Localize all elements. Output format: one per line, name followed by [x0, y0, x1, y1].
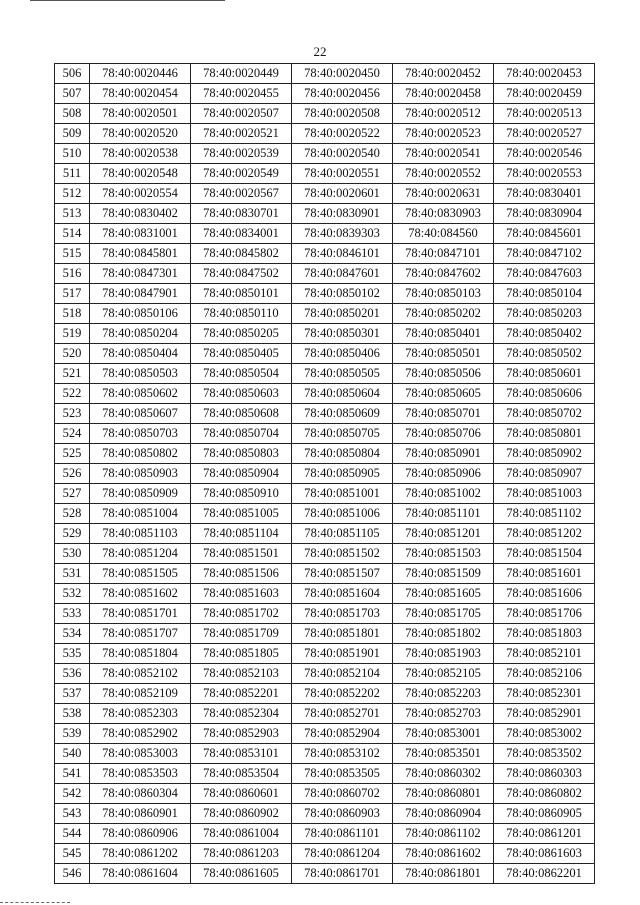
cadastral-number-cell: 78:40:0851202	[494, 524, 595, 544]
cadastral-number-cell: 78:40:0850501	[393, 344, 494, 364]
row-number-cell: 543	[55, 804, 90, 824]
row-number-cell: 514	[55, 224, 90, 244]
cadastral-number-cell: 78:40:0850909	[90, 484, 191, 504]
table-row	[55, 864, 595, 884]
cadastral-number-cell: 78:40:0839303	[292, 224, 393, 244]
cadastral-number-cell: 78:40:0852203	[393, 684, 494, 704]
row-number-cell: 513	[55, 204, 90, 224]
cadastral-number-cell: 78:40:0860802	[494, 784, 595, 804]
cadastral-number-cell: 78:40:0020459	[494, 84, 595, 104]
row-number-cell: 535	[55, 644, 90, 664]
row-number-cell: 527	[55, 484, 90, 504]
cadastral-number-cell: 78:40:0850504	[191, 364, 292, 384]
cadastral-number-cell: 78:40:0830901	[292, 204, 393, 224]
cadastral-number-cell: 78:40:0853501	[393, 744, 494, 764]
table-row	[55, 684, 595, 704]
table-row	[55, 264, 595, 284]
cadastral-number-cell: 78:40:0851101	[393, 504, 494, 524]
table-row	[55, 424, 595, 444]
cadastral-number-cell: 78:40:0861204	[292, 844, 393, 864]
cadastral-number-cell: 78:40:0851802	[393, 624, 494, 644]
cadastral-number-cell: 78:40:0861603	[494, 844, 595, 864]
table-row	[55, 304, 595, 324]
cadastral-number-cell: 78:40:0851803	[494, 624, 595, 644]
cadastral-number-cell: 78:40:0847602	[393, 264, 494, 284]
cadastral-number-cell: 78:40:0850802	[90, 444, 191, 464]
table-body	[55, 64, 595, 884]
cadastral-number-cell: 78:40:0861701	[292, 864, 393, 884]
cadastral-number-cell: 78:40:0851503	[393, 544, 494, 564]
table-row	[55, 224, 595, 244]
cadastral-number-cell: 78:40:0851602	[90, 584, 191, 604]
cadastral-number-cell: 78:40:0830701	[191, 204, 292, 224]
table-row	[55, 824, 595, 844]
cadastral-number-cell: 78:40:0853503	[90, 764, 191, 784]
cadastral-number-cell: 78:40:0845802	[191, 244, 292, 264]
page-number: 22	[313, 44, 327, 59]
cadastral-number-cell: 78:40:0020549	[191, 164, 292, 184]
cadastral-number-cell: 78:40:0850801	[494, 424, 595, 444]
cadastral-number-cell: 78:40:0020449	[191, 64, 292, 84]
row-number-cell: 530	[55, 544, 90, 564]
cadastral-number-cell: 78:40:0850907	[494, 464, 595, 484]
cadastral-number-cell: 78:40:0851003	[494, 484, 595, 504]
cadastral-number-cell: 78:40:0850701	[393, 404, 494, 424]
cadastral-number-cell: 78:40:0850205	[191, 324, 292, 344]
cadastral-number-cell: 78:40:0850506	[393, 364, 494, 384]
cadastral-number-cell: 78:40:0852202	[292, 684, 393, 704]
cadastral-number-cell: 78:40:0850705	[292, 424, 393, 444]
cadastral-number-cell: 78:40:0850401	[393, 324, 494, 344]
cadastral-number-cell: 78:40:0020521	[191, 124, 292, 144]
cadastral-number-cell: 78:40:0851504	[494, 544, 595, 564]
row-number-cell: 522	[55, 384, 90, 404]
cadastral-number-cell: 78:40:0852104	[292, 664, 393, 684]
cadastral-number-cell: 78:40:0851102	[494, 504, 595, 524]
cadastral-number-cell: 78:40:0847101	[393, 244, 494, 264]
cadastral-number-cell: 78:40:0861203	[191, 844, 292, 864]
row-number-cell: 541	[55, 764, 90, 784]
row-number-cell: 523	[55, 404, 90, 424]
cadastral-number-cell: 78:40:0020522	[292, 124, 393, 144]
cadastral-number-cell: 78:40:0850110	[191, 304, 292, 324]
table-row	[55, 624, 595, 644]
cadastral-number-cell: 78:40:0851606	[494, 584, 595, 604]
cadastral-number-cell: 78:40:0852201	[191, 684, 292, 704]
cadastral-number-cell: 78:40:0020454	[90, 84, 191, 104]
row-number-cell: 515	[55, 244, 90, 264]
cadastral-number-cell: 78:40:0852101	[494, 644, 595, 664]
cadastral-number-cell: 78:40:0850910	[191, 484, 292, 504]
table-row	[55, 724, 595, 744]
cadastral-number-cell: 78:40:0020455	[191, 84, 292, 104]
cadastral-number-cell: 78:40:0851002	[393, 484, 494, 504]
cadastral-number-cell: 78:40:0853002	[494, 724, 595, 744]
cadastral-number-cell: 78:40:0020554	[90, 184, 191, 204]
cadastral-number-cell: 78:40:0860906	[90, 824, 191, 844]
table-row	[55, 644, 595, 664]
cadastral-number-cell: 78:40:0851201	[393, 524, 494, 544]
cadastral-number-cell: 78:40:0020450	[292, 64, 393, 84]
top-rule	[30, 0, 225, 1]
cadastral-number-cell: 78:40:0853003	[90, 744, 191, 764]
row-number-cell: 524	[55, 424, 90, 444]
cadastral-number-cell: 78:40:0861605	[191, 864, 292, 884]
row-number-cell: 518	[55, 304, 90, 324]
cadastral-number-cell: 78:40:0020553	[494, 164, 595, 184]
cadastral-number-cell: 78:40:0851903	[393, 644, 494, 664]
cadastral-number-cell: 78:40:0850804	[292, 444, 393, 464]
cadastral-number-cell: 78:40:0851702	[191, 604, 292, 624]
cadastral-number-cell: 78:40:0851204	[90, 544, 191, 564]
table-row	[55, 744, 595, 764]
cadastral-number-cell: 78:40:0853101	[191, 744, 292, 764]
cadastral-number-cell: 78:40:0846101	[292, 244, 393, 264]
cadastral-number-cell: 78:40:0852304	[191, 704, 292, 724]
row-number-cell: 507	[55, 84, 90, 104]
cadastral-number-cell: 78:40:0850503	[90, 364, 191, 384]
cadastral-number-cell: 78:40:0020541	[393, 144, 494, 164]
cadastral-number-cell: 78:40:0850604	[292, 384, 393, 404]
row-number-cell: 506	[55, 64, 90, 84]
cadastral-number-cell: 78:40:0020458	[393, 84, 494, 104]
row-number-cell: 520	[55, 344, 90, 364]
cadastral-number-cell: 78:40:0860303	[494, 764, 595, 784]
cadastral-number-cell: 78:40:0850703	[90, 424, 191, 444]
cadastral-number-cell: 78:40:0850502	[494, 344, 595, 364]
cadastral-number-cell: 78:40:0850204	[90, 324, 191, 344]
table-row	[55, 164, 595, 184]
cadastral-number-cell: 78:40:0020552	[393, 164, 494, 184]
cadastral-number-cell: 78:40:0850904	[191, 464, 292, 484]
cadastral-number-cell: 78:40:0850103	[393, 284, 494, 304]
cadastral-number-cell: 78:40:0020523	[393, 124, 494, 144]
cadastral-number-cell: 78:40:0850201	[292, 304, 393, 324]
cadastral-number-cell: 78:40:0847901	[90, 284, 191, 304]
cadastral-number-cell: 78:40:0853102	[292, 744, 393, 764]
cadastral-number-cell: 78:40:0852703	[393, 704, 494, 724]
cadastral-number-cell: 78:40:0860901	[90, 804, 191, 824]
cadastral-number-cell: 78:40:0851709	[191, 624, 292, 644]
cadastral-number-cell: 78:40:0850905	[292, 464, 393, 484]
cadastral-number-cell: 78:40:0852103	[191, 664, 292, 684]
cadastral-number-cell: 78:40:0861604	[90, 864, 191, 884]
cadastral-number-cell: 78:40:0852303	[90, 704, 191, 724]
table-row	[55, 364, 595, 384]
table-row	[55, 444, 595, 464]
cadastral-number-cell: 78:40:0850106	[90, 304, 191, 324]
cadastral-number-cell: 78:40:0852901	[494, 704, 595, 724]
table-row	[55, 344, 595, 364]
cadastral-number-cell: 78:40:0850706	[393, 424, 494, 444]
cadastral-number-cell: 78:40:0852902	[90, 724, 191, 744]
row-number-cell: 533	[55, 604, 90, 624]
row-number-cell: 517	[55, 284, 90, 304]
cadastral-number-cell: 78:40:0850202	[393, 304, 494, 324]
cadastral-number-cell: 78:40:0851604	[292, 584, 393, 604]
cadastral-number-cell: 78:40:0851605	[393, 584, 494, 604]
cadastral-number-cell: 78:40:0851801	[292, 624, 393, 644]
cadastral-number-cell: 78:40:0851501	[191, 544, 292, 564]
cadastral-number-cell: 78:40:0861602	[393, 844, 494, 864]
cadastral-number-cell: 78:40:0852105	[393, 664, 494, 684]
table-row	[55, 404, 595, 424]
table-row	[55, 244, 595, 264]
cadastral-number-cell: 78:40:0851707	[90, 624, 191, 644]
table-row	[55, 184, 595, 204]
cadastral-number-cell: 78:40:0852701	[292, 704, 393, 724]
table-row	[55, 144, 595, 164]
cadastral-number-cell: 78:40:0851805	[191, 644, 292, 664]
cadastral-number-cell: 78:40:0850608	[191, 404, 292, 424]
cadastral-number-cell: 78:40:0850301	[292, 324, 393, 344]
row-number-cell: 512	[55, 184, 90, 204]
cadastral-number-cell: 78:40:0861801	[393, 864, 494, 884]
cadastral-number-cell: 78:40:0862201	[494, 864, 595, 884]
cadastral-number-cell: 78:40:0850602	[90, 384, 191, 404]
row-number-cell: 525	[55, 444, 90, 464]
cadastral-number-cell: 78:40:0851603	[191, 584, 292, 604]
table-row	[55, 544, 595, 564]
cadastral-number-cell: 78:40:0020567	[191, 184, 292, 204]
cadastral-number-cell: 78:40:0020601	[292, 184, 393, 204]
table-row	[55, 584, 595, 604]
cadastral-number-cell: 78:40:0851705	[393, 604, 494, 624]
bottom-rule	[0, 902, 70, 903]
cadastral-number-cell: 78:40:0020538	[90, 144, 191, 164]
cadastral-number-cell: 78:40:0852903	[191, 724, 292, 744]
table-row	[55, 664, 595, 684]
row-number-cell: 544	[55, 824, 90, 844]
table-row	[55, 784, 595, 804]
cadastral-number-cell: 78:40:0860801	[393, 784, 494, 804]
cadastral-number-cell: 78:40:0851509	[393, 564, 494, 584]
table-row	[55, 804, 595, 824]
cadastral-number-cell: 78:40:0847502	[191, 264, 292, 284]
cadastral-number-cell: 78:40:0847102	[494, 244, 595, 264]
cadastral-number-cell: 78:40:0830402	[90, 204, 191, 224]
cadastral-number-cell: 78:40:0852109	[90, 684, 191, 704]
table-row	[55, 204, 595, 224]
cadastral-number-cell: 78:40:0850702	[494, 404, 595, 424]
row-number-cell: 508	[55, 104, 90, 124]
cadastral-number-cell: 78:40:0850505	[292, 364, 393, 384]
cadastral-number-cell: 78:40:0861004	[191, 824, 292, 844]
row-number-cell: 531	[55, 564, 90, 584]
cadastral-number-cell: 78:40:0860902	[191, 804, 292, 824]
cadastral-number-cell: 78:40:0851005	[191, 504, 292, 524]
cadastral-number-cell: 78:40:0850603	[191, 384, 292, 404]
cadastral-number-cell: 78:40:0852301	[494, 684, 595, 704]
cadastral-number-cell: 78:40:0850101	[191, 284, 292, 304]
cadastral-number-cell: 78:40:0851706	[494, 604, 595, 624]
row-number-cell: 528	[55, 504, 90, 524]
table-row	[55, 604, 595, 624]
table-row	[55, 104, 595, 124]
cadastral-number-cell: 78:40:0852106	[494, 664, 595, 684]
table-row	[55, 484, 595, 504]
table-row	[55, 284, 595, 304]
cadastral-number-cell: 78:40:0020453	[494, 64, 595, 84]
cadastral-number-cell: 78:40:0850405	[191, 344, 292, 364]
cadastral-number-cell: 78:40:0851004	[90, 504, 191, 524]
cadastral-number-cell: 78:40:0850704	[191, 424, 292, 444]
cadastral-number-cell: 78:40:0020551	[292, 164, 393, 184]
cadastral-number-cell: 78:40:0861101	[292, 824, 393, 844]
cadastral-number-cell: 78:40:0845601	[494, 224, 595, 244]
table-row	[55, 64, 595, 84]
cadastral-number-cell: 78:40:0851505	[90, 564, 191, 584]
cadastral-number-cell: 78:40:0850903	[90, 464, 191, 484]
row-number-cell: 538	[55, 704, 90, 724]
table-row	[55, 84, 595, 104]
cadastral-number-cell: 78:40:0850901	[393, 444, 494, 464]
cadastral-number-cell: 78:40:0861102	[393, 824, 494, 844]
cadastral-number-cell: 78:40:0020501	[90, 104, 191, 124]
cadastral-number-cell: 78:40:0830904	[494, 204, 595, 224]
cadastral-number-cell: 78:40:0860904	[393, 804, 494, 824]
row-number-cell: 542	[55, 784, 90, 804]
cadastral-number-cell: 78:40:0853505	[292, 764, 393, 784]
cadastral-number-cell: 78:40:0850803	[191, 444, 292, 464]
cadastral-number-cell: 78:40:0851103	[90, 524, 191, 544]
cadastral-number-cell: 78:40:0861202	[90, 844, 191, 864]
cadastral-number-cell: 78:40:0850404	[90, 344, 191, 364]
row-number-cell: 546	[55, 864, 90, 884]
cadastral-number-cell: 78:40:0850609	[292, 404, 393, 424]
table-row	[55, 764, 595, 784]
cadastral-number-cell: 78:40:0851703	[292, 604, 393, 624]
cadastral-number-cell: 78:40:0850607	[90, 404, 191, 424]
cadastral-number-cell: 78:40:0851001	[292, 484, 393, 504]
cadastral-number-cell: 78:40:0850606	[494, 384, 595, 404]
cadastral-number-cell: 78:40:0851105	[292, 524, 393, 544]
cadastral-number-cell: 78:40:0020512	[393, 104, 494, 124]
cadastral-number-cell: 78:40:0850203	[494, 304, 595, 324]
row-number-cell: 521	[55, 364, 90, 384]
table-row	[55, 564, 595, 584]
row-number-cell: 532	[55, 584, 90, 604]
cadastral-number-cell: 78:40:0850906	[393, 464, 494, 484]
cadastral-number-cell: 78:40:0830401	[494, 184, 595, 204]
cadastral-number-cell: 78:40:0860702	[292, 784, 393, 804]
cadastral-number-cell: 78:40:0831001	[90, 224, 191, 244]
row-number-cell: 509	[55, 124, 90, 144]
table-row	[55, 524, 595, 544]
table-row	[55, 464, 595, 484]
row-number-cell: 536	[55, 664, 90, 684]
table-row	[55, 324, 595, 344]
cadastral-number-cell: 78:40:0020548	[90, 164, 191, 184]
cadastral-number-cell: 78:40:0020631	[393, 184, 494, 204]
row-number-cell: 519	[55, 324, 90, 344]
cadastral-number-cell: 78:40:0847301	[90, 264, 191, 284]
cadastral-number-cell: 78:40:0020452	[393, 64, 494, 84]
cadastral-number-cell: 78:40:0853502	[494, 744, 595, 764]
cadastral-number-cell: 78:40:0847603	[494, 264, 595, 284]
row-number-cell: 516	[55, 264, 90, 284]
cadastral-number-table	[54, 63, 595, 884]
cadastral-number-cell: 78:40:0845801	[90, 244, 191, 264]
cadastral-number-cell: 78:40:0020540	[292, 144, 393, 164]
row-number-cell: 545	[55, 844, 90, 864]
cadastral-number-cell: 78:40:0020507	[191, 104, 292, 124]
cadastral-number-cell: 78:40:0860903	[292, 804, 393, 824]
cadastral-number-cell: 78:40:0851502	[292, 544, 393, 564]
cadastral-number-cell: 78:40:0860302	[393, 764, 494, 784]
cadastral-number-cell: 78:40:0850102	[292, 284, 393, 304]
cadastral-number-cell: 78:40:084560	[393, 224, 494, 244]
row-number-cell: 540	[55, 744, 90, 764]
cadastral-number-cell: 78:40:0851804	[90, 644, 191, 664]
cadastral-number-cell: 78:40:0851006	[292, 504, 393, 524]
cadastral-number-cell: 78:40:0853001	[393, 724, 494, 744]
cadastral-number-cell: 78:40:0020456	[292, 84, 393, 104]
cadastral-number-cell: 78:40:0851901	[292, 644, 393, 664]
cadastral-number-cell: 78:40:0020546	[494, 144, 595, 164]
cadastral-number-cell: 78:40:0834001	[191, 224, 292, 244]
table-row	[55, 124, 595, 144]
cadastral-number-cell: 78:40:0020513	[494, 104, 595, 124]
table-row	[55, 384, 595, 404]
table-row	[55, 504, 595, 524]
row-number-cell: 511	[55, 164, 90, 184]
row-number-cell: 510	[55, 144, 90, 164]
cadastral-number-cell: 78:40:0020527	[494, 124, 595, 144]
cadastral-number-cell: 78:40:0861201	[494, 824, 595, 844]
cadastral-number-cell: 78:40:0850406	[292, 344, 393, 364]
table-row	[55, 704, 595, 724]
cadastral-number-cell: 78:40:0830903	[393, 204, 494, 224]
cadastral-number-cell: 78:40:0860304	[90, 784, 191, 804]
cadastral-number-cell: 78:40:0851506	[191, 564, 292, 584]
cadastral-number-cell: 78:40:0850104	[494, 284, 595, 304]
row-number-cell: 534	[55, 624, 90, 644]
cadastral-number-cell: 78:40:0850605	[393, 384, 494, 404]
row-number-cell: 539	[55, 724, 90, 744]
cadastral-number-cell: 78:40:0850402	[494, 324, 595, 344]
cadastral-number-cell: 78:40:0860601	[191, 784, 292, 804]
table-row	[55, 844, 595, 864]
cadastral-number-cell: 78:40:0851601	[494, 564, 595, 584]
cadastral-number-cell: 78:40:0851507	[292, 564, 393, 584]
cadastral-number-cell: 78:40:0850601	[494, 364, 595, 384]
cadastral-number-cell: 78:40:0847601	[292, 264, 393, 284]
row-number-cell: 529	[55, 524, 90, 544]
cadastral-number-cell: 78:40:0851104	[191, 524, 292, 544]
cadastral-number-cell: 78:40:0020508	[292, 104, 393, 124]
cadastral-number-cell: 78:40:0020446	[90, 64, 191, 84]
cadastral-number-cell: 78:40:0853504	[191, 764, 292, 784]
cadastral-number-cell: 78:40:0851701	[90, 604, 191, 624]
cadastral-number-cell: 78:40:0020539	[191, 144, 292, 164]
cadastral-number-cell: 78:40:0020520	[90, 124, 191, 144]
cadastral-number-cell: 78:40:0852904	[292, 724, 393, 744]
cadastral-number-cell: 78:40:0852102	[90, 664, 191, 684]
cadastral-number-cell: 78:40:0850902	[494, 444, 595, 464]
cadastral-number-cell: 78:40:0860905	[494, 804, 595, 824]
row-number-cell: 526	[55, 464, 90, 484]
row-number-cell: 537	[55, 684, 90, 704]
